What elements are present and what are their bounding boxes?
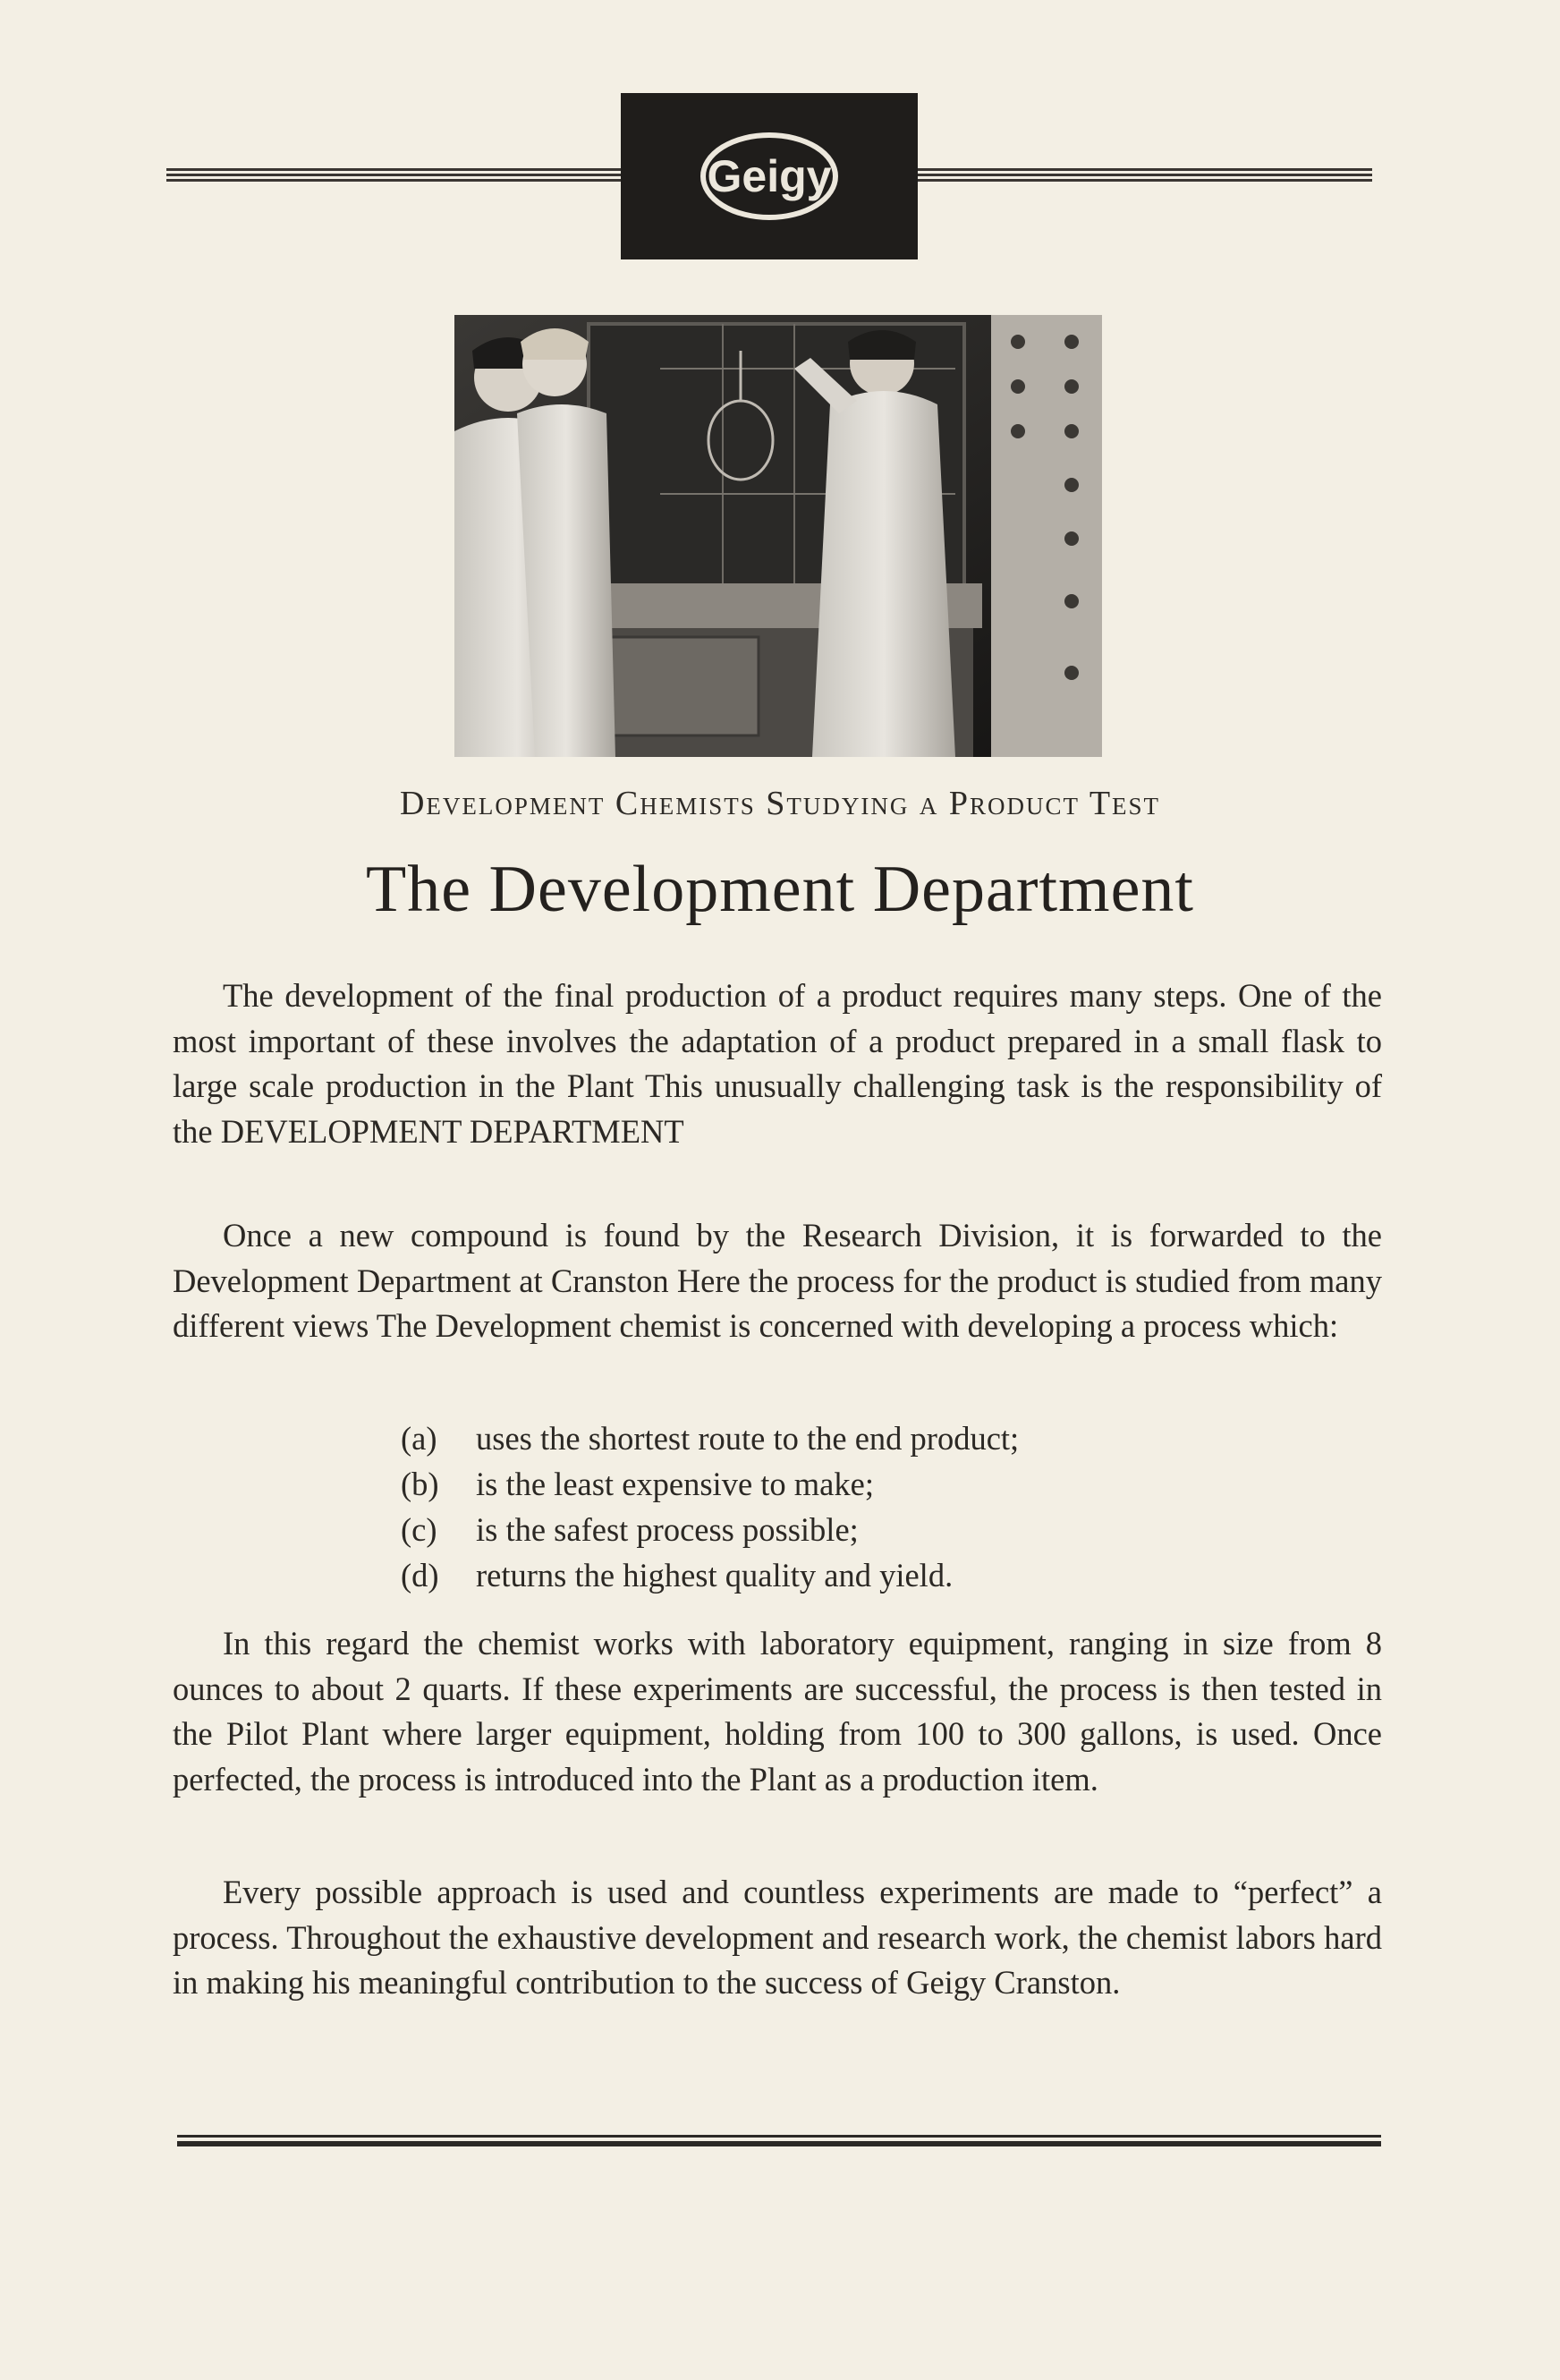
paragraph-1-text: The development of the final production of a product requires many steps. One of the most important of these involves the adaptation of a product prepared in a small flask to large scale production in the Plant This unusually challenging task is the responsibility of the DEVELOPMENT DEPARTMENT <box>173 977 1382 1150</box>
list-item-text: is the least expensive to make; <box>476 1466 874 1502</box>
list-item-text: is the safest process possible; <box>476 1511 859 1548</box>
list-item-marker: (b) <box>401 1466 439 1502</box>
footer-rule <box>177 2135 1381 2151</box>
photo-caption: Development Chemists Studying a Product Test <box>399 785 1161 822</box>
paragraph-3 <box>173 1621 1382 1802</box>
paragraph-4-text: Every possible approach is used and countless experiments are made to “perfect” a process. Throughout the exhaustive development and research work, the chemist labors hard in making his meaningful contribution to the success of Geigy Cranston. <box>173 1874 1382 2001</box>
paragraph-3-text: In this regard the chemist works with laboratory equipment, ranging in size from 8 ounces to about 2 quarts. If these experiments are successful, the process is then tested in the Pilot Plant where larger equipment, holding from 100 to 300 gallons, is used. Once perfected, the process is introduced into the Plant as a production item. <box>173 1625 1382 1798</box>
laboratory-photo <box>454 315 1102 757</box>
geigy-logo <box>621 93 918 259</box>
list-item-marker: (a) <box>401 1420 437 1457</box>
list-item-text: returns the highest quality and yield. <box>476 1557 954 1594</box>
requirements-list <box>401 1415 1019 1598</box>
page-title: The Development Department <box>366 853 1194 926</box>
geigy-logo-icon <box>621 93 918 259</box>
header-rule-left <box>166 168 621 184</box>
list-item-marker: (d) <box>401 1557 439 1594</box>
list-item-text: uses the shortest route to the end product; <box>476 1420 1020 1457</box>
list-item <box>401 1415 1019 1461</box>
list-item <box>401 1552 1019 1598</box>
logo-brand-text: Geigy <box>707 151 832 201</box>
list-item <box>401 1507 1019 1552</box>
header-rule-right <box>918 168 1372 184</box>
list-item-marker: (c) <box>401 1511 437 1548</box>
list-item <box>401 1461 1019 1507</box>
paragraph-1 <box>173 973 1382 1154</box>
laboratory-photo-icon <box>454 315 1102 757</box>
paragraph-4 <box>173 1870 1382 2006</box>
paragraph-2 <box>173 1213 1382 1349</box>
paragraph-2-text: Once a new compound is found by the Research Division, it is forwarded to the Development Department at Cranston Here the process for the product is studied from many different views The Development chemist is concerned with developing a process which: <box>173 1217 1382 1344</box>
